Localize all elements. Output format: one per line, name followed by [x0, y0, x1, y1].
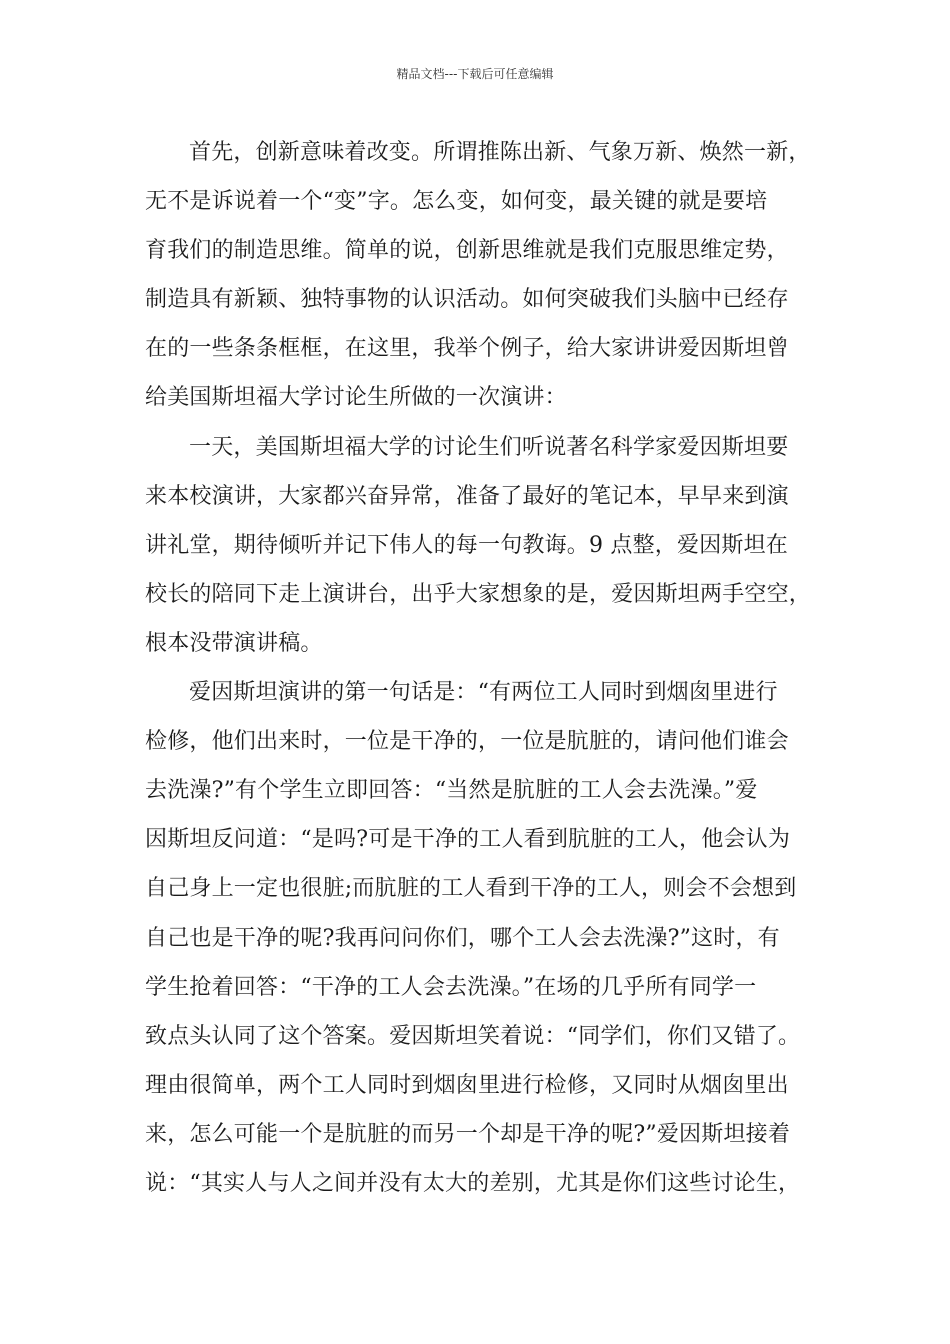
text-line: 检修，他们出来时，一位是干净的，一位是肮脏的，请问他们谁会 [145, 729, 789, 755]
text-line: 校长的陪同下走上演讲台，出乎大家想象的是，爱因斯坦两手空空， [145, 581, 812, 607]
text-line: 无不是诉说着一个“变”字。怎么变，如何变，最关键的就是要培 [145, 189, 768, 215]
text-line: 致点头认同了这个答案。爱因斯坦笑着说：“同学们，你们又错了。 [145, 1023, 801, 1049]
paragraph [145, 128, 811, 423]
text-line: 学生抢着回答：“干净的工人会去洗澡。”在场的几乎所有同学一 [145, 974, 757, 1000]
text-line: 自己也是干净的呢?我再问问你们，哪个工人会去洗澡?”这时，有 [145, 925, 780, 951]
text-line: 因斯坦反问道：“是吗?可是干净的工人看到肮脏的工人，他会认为 [145, 827, 791, 853]
text-line: 说：“其实人与人之间并没有太大的差别，尤其是你们这些讨论生， [145, 1170, 801, 1196]
document-body [145, 128, 812, 1208]
text-line: 首先，创新意味着改变。所谓推陈出新、气象万新、焕然一新， [189, 140, 811, 165]
text-line: 爱因斯坦演讲的第一句话是：“有两位工人同时到烟囱里进行 [189, 680, 778, 706]
text-line: 制造具有新颖、独特事物的认识活动。如何突破我们头脑中已经存 [145, 287, 789, 313]
text-line: 根本没带演讲稿。 [145, 630, 323, 656]
text-line: 自己身上一定也很脏;而肮脏的工人看到干净的工人，则会不会想到 [145, 876, 797, 902]
text-line: 来，怎么可能一个是肮脏的而另一个却是干净的呢?”爱因斯坦接着 [145, 1121, 791, 1147]
paragraph [145, 668, 807, 1208]
text-line: 给美国斯坦福大学讨论生所做的一次演讲： [145, 385, 567, 411]
page-header: 精品文档---下载后可任意编辑 [396, 67, 554, 81]
text-line: 在的一些条条框框，在这里，我举个例子，给大家讲讲爱因斯坦曾 [145, 336, 789, 362]
text-line: 一天，美国斯坦福大学的讨论生们听说著名科学家爱因斯坦要 [189, 434, 789, 460]
text-line: 去洗澡?”有个学生立即回答：“当然是肮脏的工人会去洗澡。”爱 [145, 778, 758, 804]
text-line: 育我们的制造思维。简单的说，创新思维就是我们克服思维定势， [145, 238, 789, 264]
text-line: 讲礼堂，期待倾听并记下伟人的每一句教诲。9 点整，爱因斯坦在 [145, 532, 788, 558]
paragraph [145, 423, 812, 668]
text-line: 来本校演讲，大家都兴奋异常，准备了最好的笔记本，早早来到演 [145, 483, 789, 509]
text-line: 理由很简单，两个工人同时到烟囱里进行检修，又同时从烟囱里出 [145, 1072, 789, 1098]
